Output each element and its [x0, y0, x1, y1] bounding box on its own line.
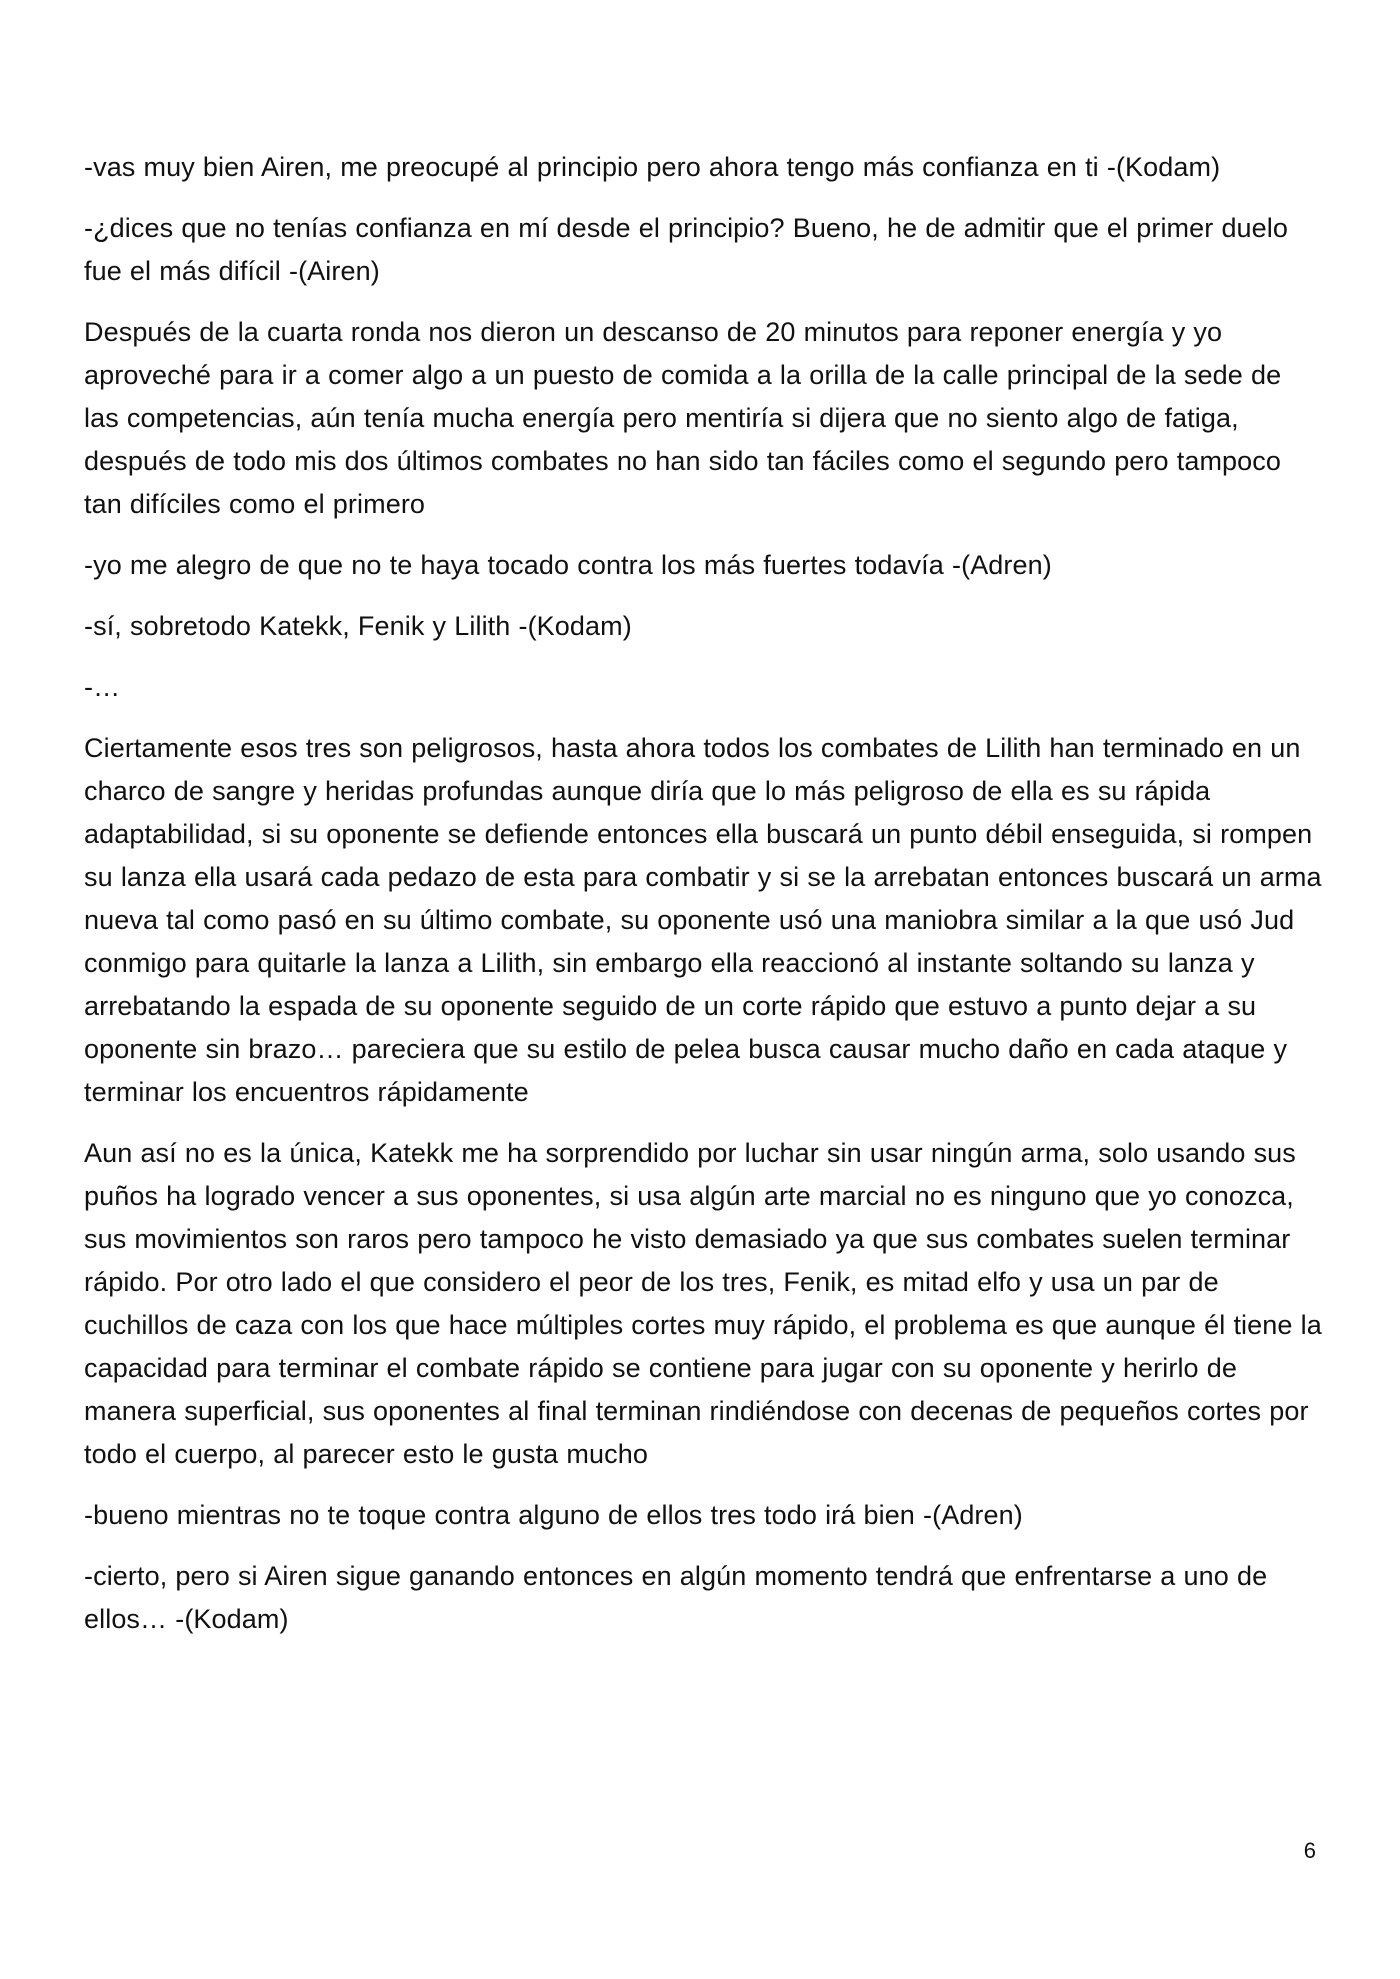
- paragraph: Aun así no es la única, Katekk me ha sorprendido por luchar sin usar ningún arma, solo usando sus puños ha logrado vencer a sus oponentes, si usa algún arte marcial no es ninguno que yo conozca, sus movimientos son raros pero tampoco he visto demasiado ya que sus combates suelen terminar rápido. Por otro lado el que considero el peor de los tres, Fenik, es mitad elfo y usa un par de cuchillos de caza con los que hace múltiples cortes muy rápido, el problema es que aunque él tiene la capacidad para terminar el combate rápido se contiene para jugar con su oponente y herirlo de manera superficial, sus oponentes al final terminan rindiéndose con decenas de pequeños cortes por todo el cuerpo, al parecer esto le gusta mucho: [84, 1138, 1322, 1469]
- page-number: 6: [1303, 1838, 1316, 1863]
- paragraph: -vas muy bien Airen, me preocupé al principio pero ahora tengo más confianza en ti -(Kodam): [84, 152, 1221, 182]
- paragraph: Después de la cuarta ronda nos dieron un descanso de 20 minutos para reponer energía y yo aproveché para ir a comer algo a un puesto de comida a la orilla de la calle principal de la sede de las competencias, aún tenía mucha energía pero mentiría si dijera que no siento algo de fatiga, después de todo mis dos últimos combates no han sido tan fáciles como el segundo pero tampoco tan difíciles como el primero: [84, 317, 1282, 519]
- paragraph: -bueno mientras no te toque contra alguno de ellos tres todo irá bien -(Adren): [84, 1500, 1023, 1530]
- paragraph: -yo me alegro de que no te haya tocado contra los más fuertes todavía -(Adren): [84, 550, 1052, 580]
- paragraph: -¿dices que no tenías confianza en mí desde el principio? Bueno, he de admitir que el primer duelo fue el más difícil -(Airen): [84, 213, 1289, 286]
- paragraph: -sí, sobretodo Katekk, Fenik y Lilith -(Kodam): [84, 611, 632, 641]
- paragraph: Ciertamente esos tres son peligrosos, hasta ahora todos los combates de Lilith han terminado en un charco de sangre y heridas profundas aunque diría que lo más peligroso de ella es su rápida adaptabilidad, si su oponente se defiende entonces ella buscará un punto débil enseguida, si rompen su lanza ella usará cada pedazo de esta para combatir y si se la arrebatan entonces buscará un arma nueva tal como pasó en su último combate, su oponente usó una maniobra similar a la que usó Jud conmigo para quitarle la lanza a Lilith, sin embargo ella reaccionó al instante soltando su lanza y arrebatando la espada de su oponente seguido de un corte rápido que estuvo a punto dejar a su oponente sin brazo… pareciera que su estilo de pelea busca causar mucho daño en cada ataque y terminar los encuentros rápidamente: [84, 733, 1322, 1107]
- page-body: [84, 146, 1324, 1659]
- paragraph: -cierto, pero si Airen sigue ganando entonces en algún momento tendrá que enfrentarse a uno de ellos… -(Kodam): [84, 1561, 1268, 1634]
- paragraph: -…: [84, 672, 121, 702]
